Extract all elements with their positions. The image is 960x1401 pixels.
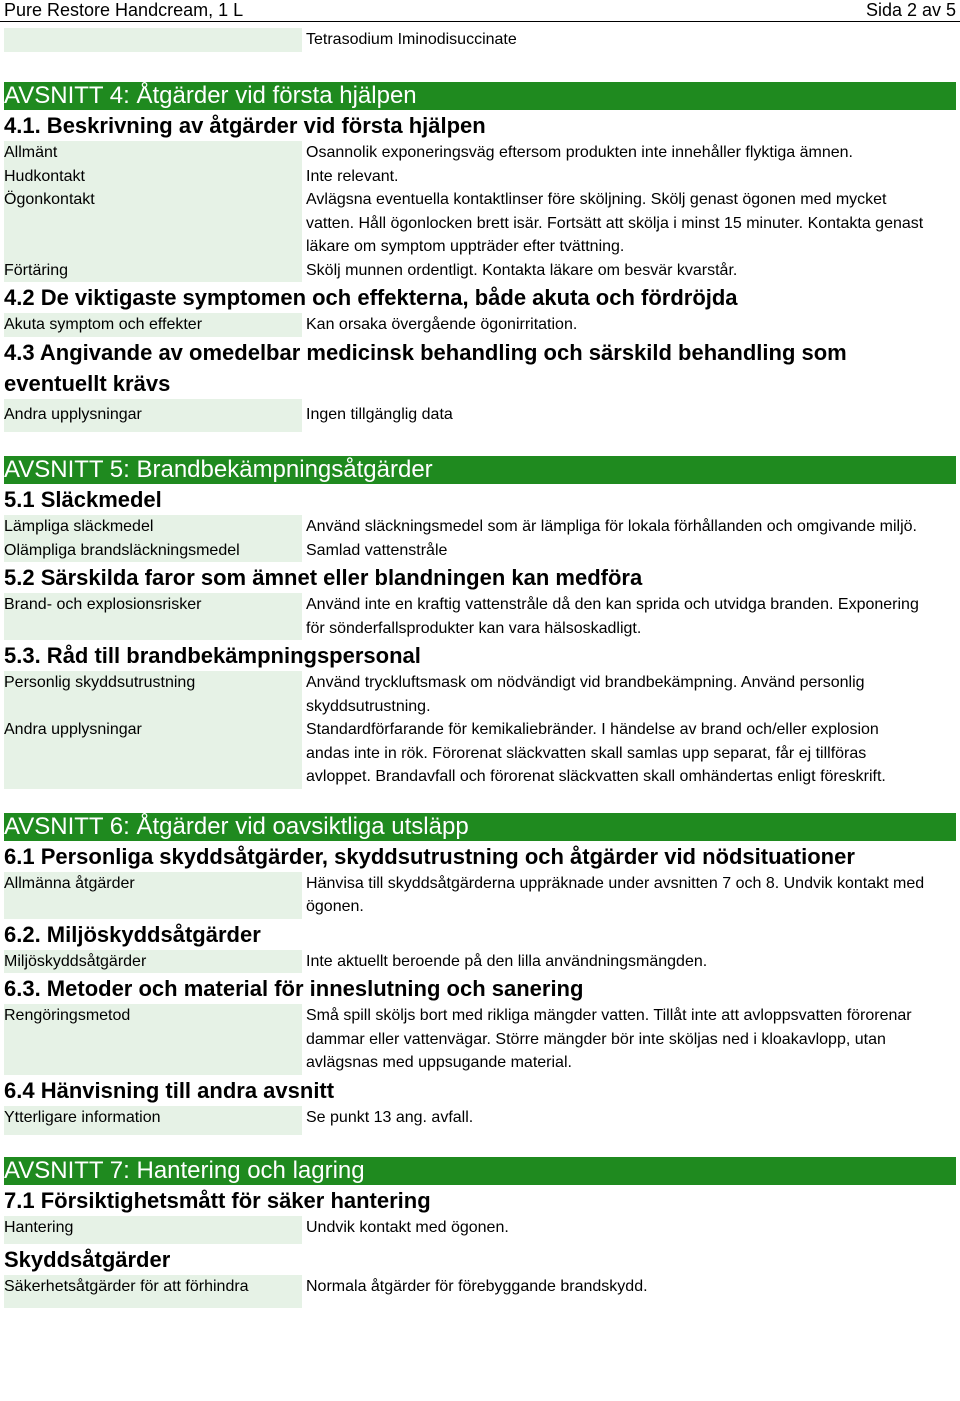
row-label: Andra upplysningar — [4, 399, 302, 433]
row-label: Säkerhetsåtgärder för att förhindra — [4, 1275, 302, 1309]
subsection-6-1: 6.1 Personliga skyddsåtgärder, skyddsutrustning och åtgärder vid nödsituationer — [4, 843, 855, 869]
subsection-7-1: 7.1 Försiktighetsmått för säker hantering — [4, 1188, 431, 1213]
row-label: Brand- och explosionsrisker — [4, 593, 302, 640]
row-value: Ingen tillgänglig data — [306, 405, 453, 423]
row-label — [4, 28, 302, 52]
row-label: Ytterligare information — [4, 1106, 302, 1136]
header-divider — [0, 21, 960, 22]
table-row — [0, 1004, 960, 1075]
table-row — [0, 399, 960, 433]
section-5-header: AVSNITT 5: Brandbekämpningsåtgärder — [4, 456, 956, 484]
row-value: Inte relevant. — [306, 167, 399, 185]
table-row — [0, 1216, 960, 1244]
row-value: Använd inte en kraftig vattenstråle då den kan sprida och utvidga branden. Exponering för sönderfallsprodukter kan vara hälsoskadligt. — [306, 596, 919, 637]
subsection-5-1: 5.1 Släckmedel — [4, 487, 162, 512]
subsection-skyddsatgarder: Skyddsåtgärder — [4, 1246, 171, 1272]
subsection-6-2: 6.2. Miljöskyddsåtgärder — [4, 921, 261, 947]
row-value: Undvik kontakt med ögonen. — [306, 1219, 509, 1236]
table-row — [0, 671, 960, 718]
row-value: Använd tryckluftsmask om nödvändigt vid brandbekämpning. Använd personlig skyddsutrustning. — [306, 674, 865, 715]
row-value: Skölj munnen ordentligt. Kontakta läkare om besvär kvarstår. — [306, 261, 738, 279]
section-6-header: AVSNITT 6: Åtgärder vid oavsiktliga utsläpp — [4, 813, 956, 841]
subsection-5-3: 5.3. Råd till brandbekämpningspersonal — [4, 643, 421, 668]
subsection-6-4: 6.4 Hänvisning till andra avsnitt — [4, 1077, 335, 1103]
subsection-4-2: 4.2 De viktigaste symptomen och effekterna, både akuta och fördröjda — [4, 285, 738, 310]
row-label: Akuta symptom och effekter — [4, 313, 302, 337]
table-row — [0, 165, 960, 189]
table-row — [0, 593, 960, 640]
table-row — [0, 718, 960, 789]
table-row — [0, 141, 960, 165]
row-value: Använd släckningsmedel som är lämpliga för lokala förhållanden och omgivande miljö. — [306, 518, 917, 535]
table-row — [0, 950, 960, 974]
row-value: Normala åtgärder för förebyggande brandskydd. — [306, 1277, 648, 1295]
row-label: Hudkontakt — [4, 165, 302, 189]
document-title: Pure Restore Handcream, 1 L — [4, 0, 244, 20]
row-value: Små spill sköljs bort med rikliga mängder vatten. Tillåt inte att avloppsvatten förorenar dammar eller vattenvägar. Större mängder bör inte sköljas ned i kloakavlopp, utan avlägsnas med uppsugande material. — [306, 1007, 912, 1071]
section-4-header: AVSNITT 4: Åtgärder vid första hjälpen — [4, 82, 956, 110]
row-label: Ögonkontakt — [4, 188, 302, 259]
page-header — [0, 0, 960, 24]
row-value: Osannolik exponeringsväg eftersom produkten inte innehåller flyktiga ämnen. — [306, 144, 853, 161]
table-row — [0, 872, 960, 919]
row-value: Samlad vattenstråle — [306, 541, 448, 559]
row-label: Förtäring — [4, 259, 302, 283]
row-value: Se punkt 13 ang. avfall. — [306, 1108, 474, 1126]
row-label: Lämpliga släckmedel — [4, 515, 302, 539]
subsection-5-2: 5.2 Särskilda faror som ämnet eller blandningen kan medföra — [4, 565, 643, 590]
row-value: Kan orsaka övergående ögonirritation. — [306, 316, 578, 333]
row-label: Allmänt — [4, 141, 302, 165]
table-row — [0, 1275, 960, 1309]
table-row — [0, 313, 960, 337]
row-label: Allmänna åtgärder — [4, 872, 302, 919]
row-label: Olämpliga brandsläckningsmedel — [4, 539, 302, 563]
row-label: Hantering — [4, 1216, 302, 1244]
table-row — [0, 28, 960, 52]
table-row — [0, 515, 960, 539]
row-label: Andra upplysningar — [4, 718, 302, 789]
table-row — [0, 188, 960, 259]
row-value: Standardförfarande för kemikaliebränder. I händelse av brand och/eller explosion andas inte in rök. Förorenat släckvatten skall samlas upp separat, får ej tillföras avloppet. Brandavfall och förorenat släckvatten skall omhändertas enligt föreskrift. — [306, 721, 886, 785]
row-value: Hänvisa till skyddsåtgärderna uppräknade under avsnitten 7 och 8. Undvik kontakt med ögonen. — [306, 874, 925, 915]
row-label: Miljöskyddsåtgärder — [4, 950, 302, 974]
page-number: Sida 2 av 5 — [865, 0, 956, 20]
section-7-header: AVSNITT 7: Hantering och lagring — [4, 1157, 956, 1185]
subsection-4-1: 4.1. Beskrivning av åtgärder vid första hjälpen — [4, 113, 486, 138]
row-label: Personlig skyddsutrustning — [4, 671, 302, 718]
table-row — [0, 539, 960, 563]
row-value: Avlägsna eventuella kontaktlinser före sköljning. Skölj genast ögonen med mycket vatten. Håll ögonlocken brett isär. Fortsätt att skölja i minst 15 minuter. Kontakta genast läkare om symptom uppträder efter tvättning. — [306, 191, 924, 255]
row-label: Rengöringsmetod — [4, 1004, 302, 1075]
row-value: Inte aktuellt beroende på den lilla användningsmängden. — [306, 952, 708, 970]
table-row — [0, 1106, 960, 1136]
document-body — [0, 28, 960, 1308]
table-row — [0, 259, 960, 283]
row-value: Tetrasodium Iminodisuccinate — [306, 31, 517, 48]
subsection-6-3: 6.3. Metoder och material för inneslutning och sanering — [4, 976, 584, 1001]
subsection-4-3: 4.3 Angivande av omedelbar medicinsk behandling och särskild behandling som eventuellt krävs — [4, 339, 847, 396]
